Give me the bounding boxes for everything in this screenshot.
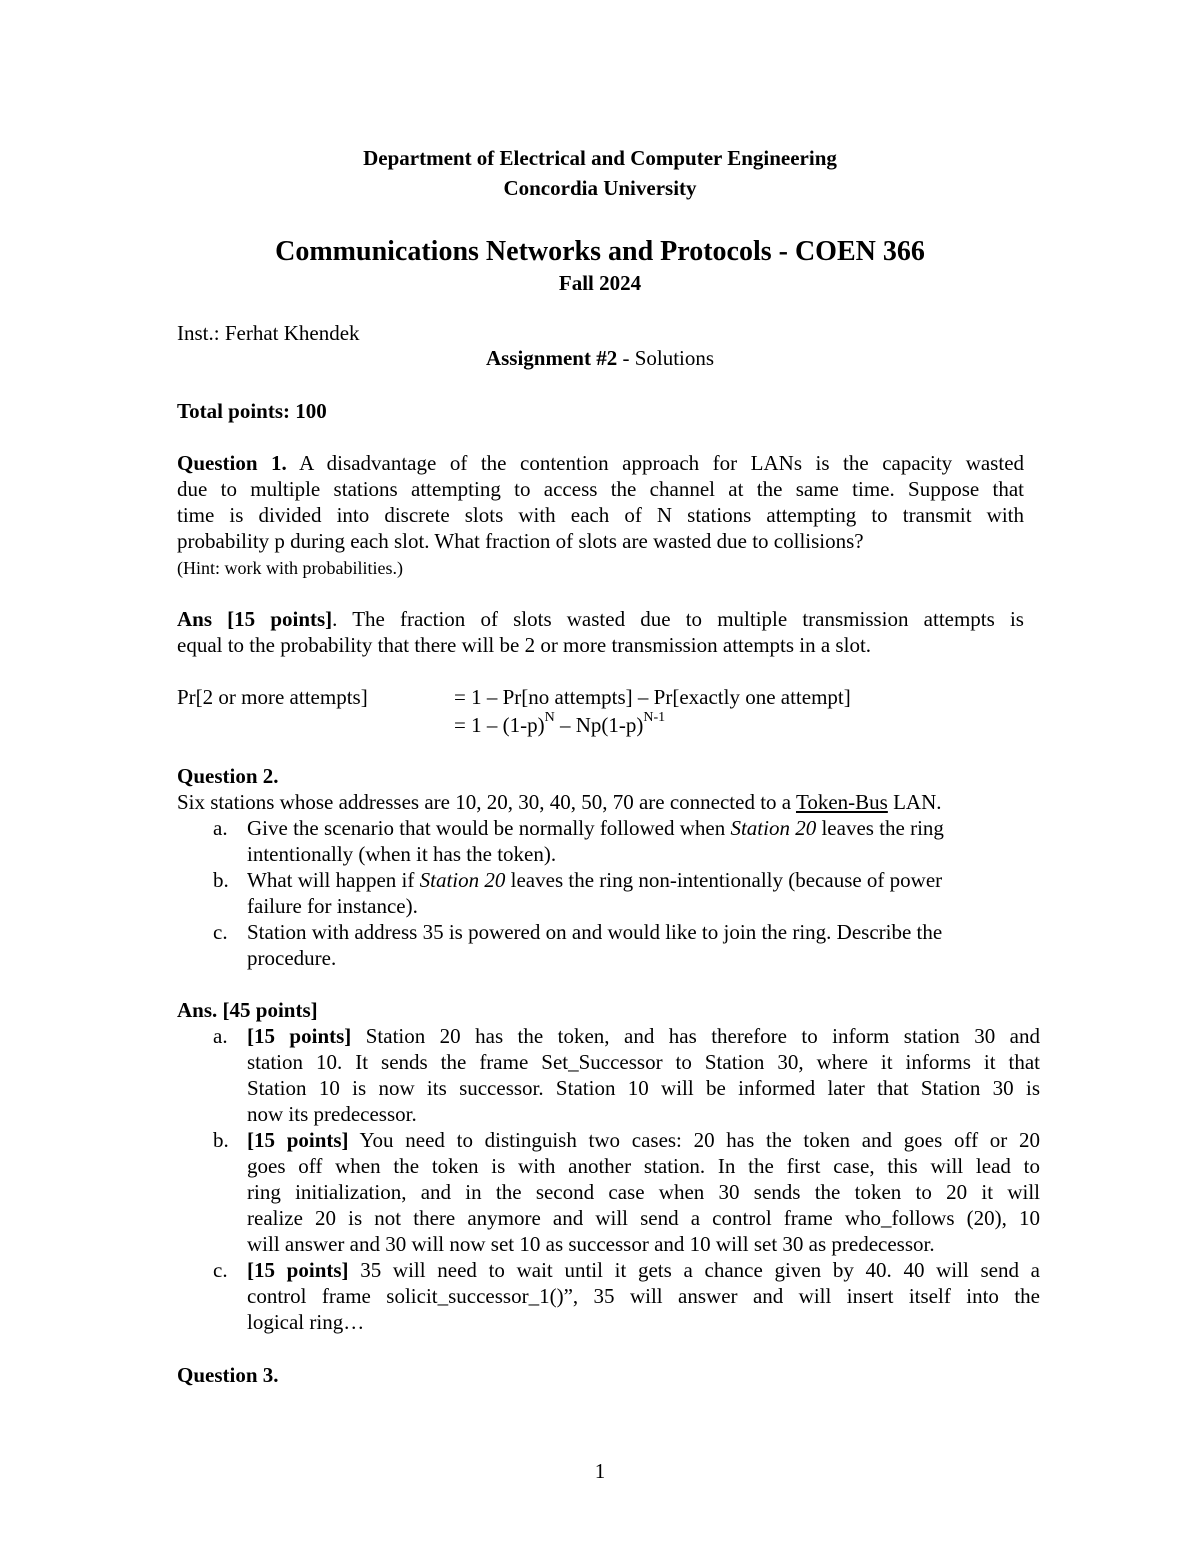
answer-2a-line-2: station 10. It sends the frame Set_Successor to Station 30, where it informs it that bbox=[247, 1050, 1040, 1074]
answer-2a-points: [15 points] bbox=[247, 1024, 352, 1048]
answer-1-line-1 bbox=[177, 606, 1024, 632]
formula-line-1: = 1 – Pr[no attempts] – Pr[exactly one attempt] bbox=[454, 685, 851, 709]
answer-2b-marker: b. bbox=[213, 1128, 229, 1152]
answer-2b-line-1 bbox=[247, 1127, 1040, 1153]
question-2b-line-2: failure for instance). bbox=[247, 894, 418, 918]
question-2b-line-1 bbox=[247, 867, 942, 893]
department-heading: Department of Electrical and Computer Engineering bbox=[363, 146, 837, 170]
term-label: Fall 2024 bbox=[558, 271, 642, 295]
question-2-intro bbox=[177, 789, 942, 815]
question-1-line-4: probability p during each slot. What fraction of slots are wasted due to collisions? bbox=[177, 529, 864, 553]
question-2-label: Question 2. bbox=[177, 764, 279, 788]
question-1-line-2: due to multiple stations attempting to access the channel at the same time. Suppose that bbox=[177, 477, 1024, 501]
question-2-intro-a: Six stations whose addresses are 10, 20, 30, 40, 50, 70 are connected to a bbox=[177, 790, 796, 814]
assignment-suffix: - Solutions bbox=[617, 346, 715, 370]
question-1-line-1 bbox=[177, 450, 1024, 476]
question-1-label: Question 1. bbox=[177, 451, 287, 475]
question-2a-line-1 bbox=[247, 815, 944, 841]
answer-2b-line-3: ring initialization, and in the second case when 30 sends the token to 20 it will bbox=[247, 1180, 1040, 1204]
answer-2c-text-1: 35 will need to wait until it gets a chance given by 40. 40 will send a bbox=[348, 1258, 1040, 1282]
answer-2b-line-5: will answer and 30 will now set 10 as successor and 10 will set 30 as predecessor. bbox=[247, 1232, 935, 1256]
answer-1-text-1: . The fraction of slots wasted due to multiple transmission attempts is bbox=[332, 607, 1024, 631]
answer-2b-line-4: realize 20 is not there anymore and will send a control frame who_follows (20), 10 bbox=[247, 1206, 1040, 1230]
question-2c-marker: c. bbox=[213, 920, 228, 944]
answer-2b-line-2: goes off when the token is with another station. In the first case, this will lead to bbox=[247, 1154, 1040, 1178]
question-2b-text-a: What will happen if bbox=[247, 868, 420, 892]
university-heading: Concordia University bbox=[503, 176, 697, 200]
question-1-text-1: A disadvantage of the contention approach for LANs is the capacity wasted bbox=[286, 451, 1025, 475]
total-points: Total points: 100 bbox=[177, 399, 327, 423]
formula-line-2-a: = 1 – (1-p) bbox=[454, 713, 545, 737]
question-2a-text-b: leaves the ring bbox=[816, 816, 944, 840]
question-2-intro-b: LAN. bbox=[887, 790, 942, 814]
answer-2c-line-1 bbox=[247, 1257, 1040, 1283]
answer-2a-line-4: now its predecessor. bbox=[247, 1102, 417, 1126]
question-2a-line-2: intentionally (when it has the token). bbox=[247, 842, 557, 866]
question-2b-station: Station 20 bbox=[419, 868, 506, 892]
answer-1-label: Ans [15 points] bbox=[177, 607, 333, 631]
answer-2-label: Ans. [45 points] bbox=[177, 998, 318, 1022]
formula-line-2-b: – Np(1-p) bbox=[554, 713, 644, 737]
course-title: Communications Networks and Protocols - COEN 366 bbox=[275, 236, 925, 267]
formula-sup-n: N bbox=[544, 710, 555, 725]
assignment-title bbox=[0, 345, 1200, 371]
answer-2c-line-3: logical ring… bbox=[247, 1310, 365, 1334]
answer-2a-marker: a. bbox=[213, 1024, 228, 1048]
answer-1-line-2: equal to the probability that there will be 2 or more transmission attempts in a slot. bbox=[177, 633, 872, 657]
page-number: 1 bbox=[594, 1459, 606, 1483]
answer-2c-marker: c. bbox=[213, 1258, 228, 1282]
question-2c-line-2: procedure. bbox=[247, 946, 337, 970]
question-1-hint: (Hint: work with probabilities.) bbox=[177, 558, 403, 578]
answer-2a-text-1: Station 20 has the token, and has therefore to inform station 30 and bbox=[351, 1024, 1040, 1048]
assignment-label: Assignment #2 bbox=[485, 346, 618, 370]
question-1-line-3: time is divided into discrete slots with each of N stations attempting to transmit with bbox=[177, 503, 1024, 527]
formula-line-2 bbox=[454, 712, 665, 738]
formula-lhs: Pr[2 or more attempts] bbox=[177, 685, 368, 709]
question-2a-marker: a. bbox=[213, 816, 228, 840]
question-3-label: Question 3. bbox=[177, 1363, 279, 1387]
question-2b-text-b: leaves the ring non-intentionally (because of power bbox=[505, 868, 943, 892]
question-2a-text-a: Give the scenario that would be normally followed when bbox=[247, 816, 731, 840]
question-2c-line-1: Station with address 35 is powered on and would like to join the ring. Describe the bbox=[247, 920, 943, 944]
instructor-line: Inst.: Ferhat Khendek bbox=[177, 321, 360, 345]
formula-sup-n-1: N-1 bbox=[643, 710, 666, 725]
answer-2b-points: [15 points] bbox=[247, 1128, 349, 1152]
answer-2c-points: [15 points] bbox=[247, 1258, 349, 1282]
question-2b-marker: b. bbox=[213, 868, 229, 892]
token-bus-term: Token-Bus bbox=[795, 790, 888, 814]
question-2a-station: Station 20 bbox=[730, 816, 817, 840]
answer-2c-line-2: control frame solicit_successor_1()”, 35 will answer and will insert itself into the bbox=[247, 1284, 1040, 1308]
answer-2a-line-1 bbox=[247, 1023, 1040, 1049]
answer-2b-text-1: You need to distinguish two cases: 20 has the token and goes off or 20 bbox=[348, 1128, 1040, 1152]
answer-2a-line-3: Station 10 is now its successor. Station 10 will be informed later that Station 30 is bbox=[247, 1076, 1040, 1100]
